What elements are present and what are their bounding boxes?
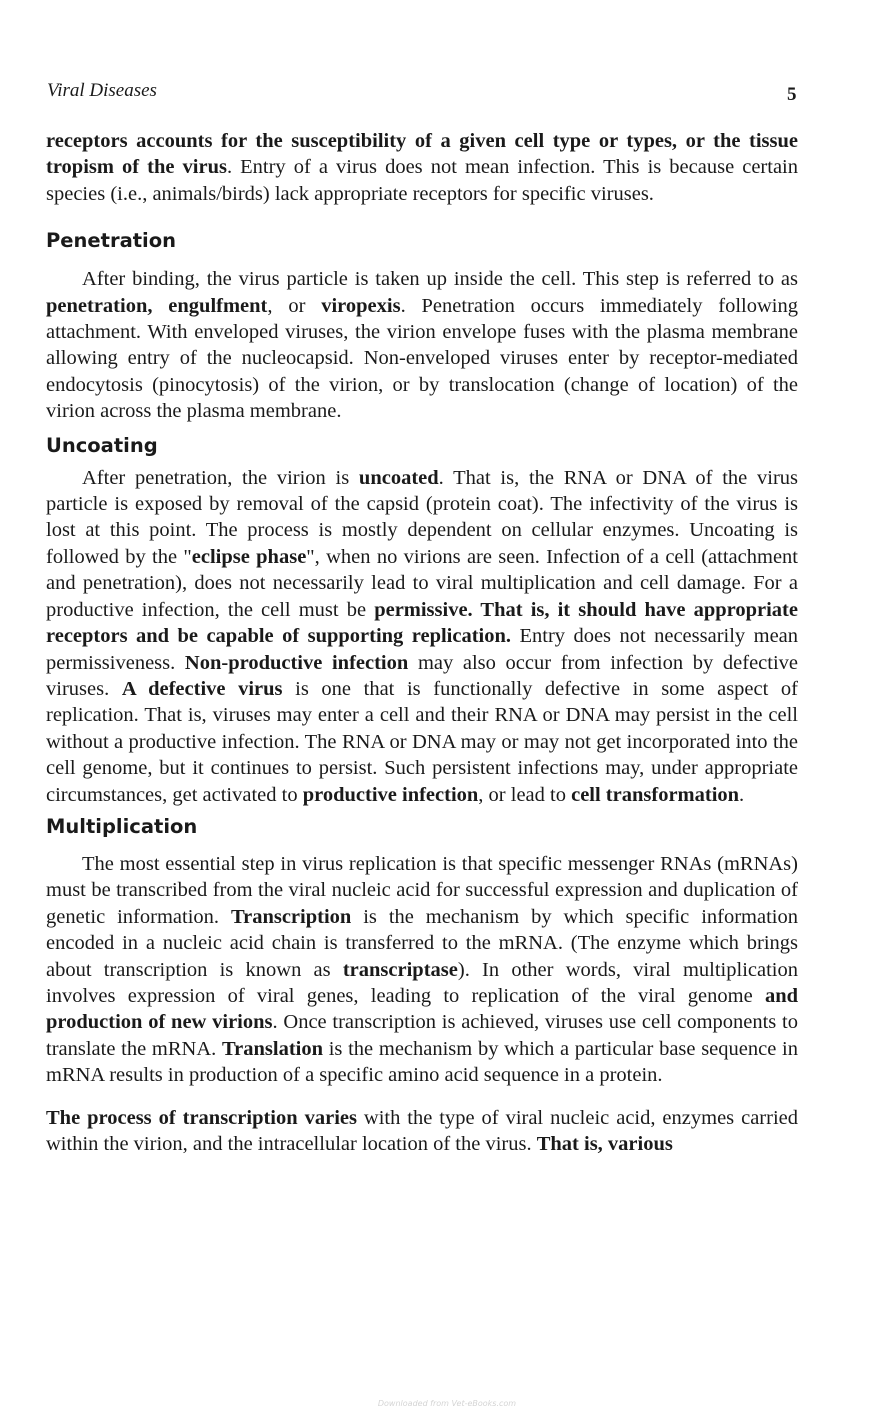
- text: may also occur from infection by defective viruses.: [46, 651, 799, 700]
- text: . Penetration occurs immediately following attachment. With enveloped viruses, the virion envelope fuses with the plasma membrane allowing entry of the nucleocapsid. Non-enveloped viruses enter by receptor-mediated endocytosis (pinocytosis) of the virion, or by translocation (change of location) of the virion across the plasma membrane.: [46, 294, 798, 423]
- bold-text: That is, various: [536, 1133, 673, 1155]
- bold-text: Transcription: [230, 905, 352, 928]
- bold-text: penetration, engulfment: [46, 294, 268, 317]
- bold-text: productive infection: [302, 783, 479, 806]
- heading-uncoating: Uncoating: [46, 433, 158, 457]
- bold-text: Translation: [222, 1037, 323, 1060]
- bold-text: uncoated: [358, 466, 439, 489]
- text: The most essential step in virus replication is that specific messenger RNAs (mRNAs) must be transcribed from the viral nucleic acid for successful expression and duplication of genetic information.: [46, 852, 798, 928]
- intro-paragraph: [46, 128, 798, 207]
- bold-text: viropexis: [321, 294, 401, 317]
- bold-text: The process of transcription varies: [46, 1106, 357, 1129]
- bold-text: Non-productive infection: [184, 651, 409, 674]
- bold-text: permissive. That is, it should have appropriate receptors and be capable of supporting replication.: [46, 598, 798, 648]
- bold-text: receptors accounts for the susceptibility of a given cell type or types, or the tissue tropism of the virus: [46, 130, 798, 179]
- text: , or lead to: [478, 783, 572, 806]
- text: Entry does not necessarily mean permissiveness.: [46, 625, 799, 674]
- uncoating-paragraph: [46, 465, 798, 808]
- text: ", when no virions are seen. Infection of a cell (attachment and penetration), does not necessarily lead to viral multiplication and cell damage. For a productive infection, the cell must be: [46, 545, 798, 621]
- page-number: 5: [787, 84, 797, 105]
- bold-text: transcriptase: [342, 958, 458, 981]
- text: After penetration, the virion is: [82, 466, 359, 489]
- watermark: Downloaded from Vet-eBooks.com: [377, 1399, 517, 1408]
- text: . That is, the RNA or DNA of the virus particle is exposed by removal of the capsid (protein coat). The infectivity of the virus is lost at this point. The process is mostly dependent on cellular enzymes. Uncoating is followed by the ": [46, 466, 799, 568]
- heading-multiplication: Multiplication: [46, 814, 198, 838]
- text: is one that is functionally defective in some aspect of replication. That is, viruses may enter a cell and their RNA or DNA may persist in the cell without a productive infection. The RNA or DNA may or may not get incorporated into the cell genome, but it continues to persist. Such persistent infections may, under appropriate circumstances, get activated to: [46, 677, 798, 806]
- text: , or: [267, 294, 322, 317]
- heading-penetration: Penetration: [46, 229, 177, 253]
- multiplication-paragraph: [46, 851, 798, 1089]
- text: After binding, the virus particle is taken up inside the cell. This step is referred to as: [82, 268, 798, 291]
- text: .: [739, 783, 745, 806]
- penetration-paragraph: [46, 266, 798, 424]
- text: . Once transcription is achieved, viruses use cell components to translate the mRNA.: [46, 1011, 798, 1060]
- text: ). In other words, viral multiplication involves expression of viral genes, leading to replication of the viral genome: [46, 958, 798, 1007]
- text: is the mechanism by which specific information encoded in a nucleic acid chain is transferred to the mRNA. (The enzyme which brings about transcription is known as: [46, 905, 798, 981]
- text: is the mechanism by which a particular base sequence in mRNA results in production of a specific amino acid sequence in a protein.: [46, 1037, 798, 1087]
- body-text: [46, 128, 798, 1157]
- bold-text: A defective virus: [121, 677, 283, 700]
- bold-text: cell transformation: [571, 783, 740, 806]
- running-title: Viral Diseases: [47, 80, 157, 101]
- text: . Entry of a virus does not mean infection. This is because certain species (i.e., animals/birds) lack appropriate receptors for specific viruses.: [46, 156, 798, 205]
- text: with the type of viral nucleic acid, enzymes carried within the virion, and the intracellular location of the virus.: [46, 1106, 798, 1155]
- transcription-paragraph: [46, 1105, 798, 1158]
- bold-text: and production of new virions: [46, 984, 798, 1034]
- bold-text: eclipse phase: [191, 545, 307, 568]
